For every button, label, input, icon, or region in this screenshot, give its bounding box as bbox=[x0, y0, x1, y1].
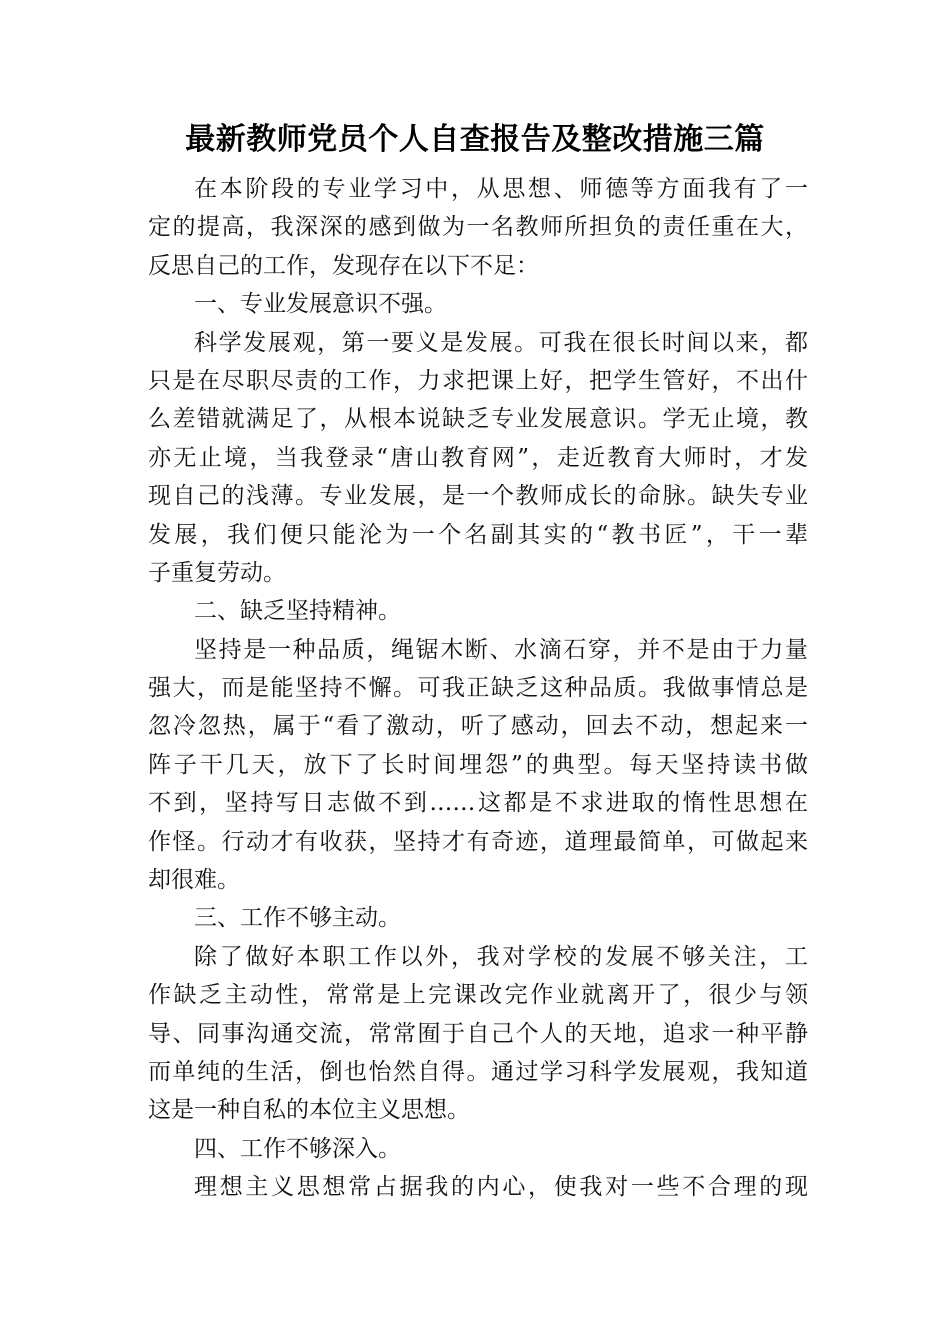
text-line: 科学发展观，第一要义是发展。可我在很长时间以来，都 bbox=[194, 329, 808, 356]
text-line: 阵子干几天，放下了长时间埋怨”的典型。每天坚持读书做 bbox=[148, 751, 808, 778]
text-line: 子重复劳动。 bbox=[148, 559, 286, 586]
text-line: 四、工作不够深入。 bbox=[194, 1135, 401, 1162]
text-line: 强大，而是能坚持不懈。可我正缺乏这种品质。我做事情总是 bbox=[148, 675, 808, 702]
text-line: 么差错就满足了，从根本说缺乏专业发展意识。学无止境，教 bbox=[148, 406, 808, 433]
text-line: 二、缺乏坚持精神。 bbox=[194, 598, 401, 625]
text-line: 发展，我们便只能沦为一个名副其实的“教书匠”，干一辈 bbox=[148, 521, 808, 548]
text-line: 三、工作不够主动。 bbox=[194, 905, 401, 932]
text-line: 只是在尽职尽责的工作，力求把课上好，把学生管好，不出什 bbox=[148, 367, 808, 394]
text-line: 不到，坚持写日志做不到……这都是不求进取的惰性思想在 bbox=[148, 790, 808, 817]
text-line: 在本阶段的专业学习中，从思想、师德等方面我有了一 bbox=[194, 176, 808, 202]
text-line: 却很难。 bbox=[148, 867, 240, 894]
text-line: 理想主义思想常占据我的内心，使我对一些不合理的现 bbox=[194, 1174, 808, 1201]
text-line: 这是一种自私的本位主义思想。 bbox=[148, 1097, 470, 1124]
text-line: 除了做好本职工作以外，我对学校的发展不够关注，工 bbox=[194, 943, 808, 970]
text-line: 反思自己的工作，发现存在以下不足： bbox=[148, 252, 539, 279]
text-line: 一、专业发展意识不强。 bbox=[194, 291, 447, 318]
text-line: 坚持是一种品质，绳锯木断、水滴石穿，并不是由于力量 bbox=[194, 636, 808, 663]
text-line: 忽冷忽热，属于“看了激动，听了感动，回去不动，想起来一 bbox=[148, 713, 808, 740]
text-line: 作怪。行动才有收获，坚持才有奇迹，道理最简单，可做起来 bbox=[148, 828, 808, 855]
text-line: 定的提高，我深深的感到做为一名教师所担负的责任重在大， bbox=[148, 214, 808, 241]
text-line: 现自己的浅薄。专业发展，是一个教师成长的命脉。缺失专业 bbox=[148, 483, 808, 510]
document-body bbox=[148, 170, 808, 1207]
text-line: 导、同事沟通交流，常常囿于自己个人的天地，追求一种平静 bbox=[148, 1020, 808, 1047]
text-line: 而单纯的生活，倒也怡然自得。通过学习科学发展观，我知道 bbox=[148, 1058, 808, 1085]
document-title: 最新教师党员个人自查报告及整改措施三篇 bbox=[185, 122, 765, 157]
text-line: 亦无止境，当我登录“唐山教育网”，走近教育大师时，才发 bbox=[148, 444, 808, 471]
text-line: 作缺乏主动性，常常是上完课改完作业就离开了，很少与领 bbox=[148, 982, 808, 1009]
